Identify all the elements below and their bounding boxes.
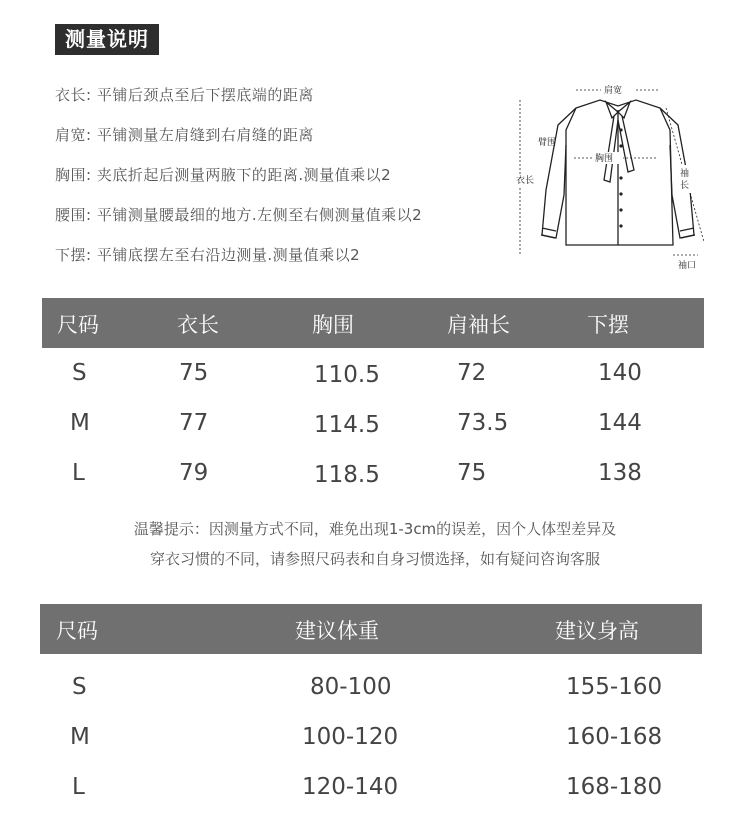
cell-hem: 138	[598, 460, 642, 486]
cell-shoulder-sleeve: 75	[457, 460, 487, 486]
note-waist: 腰围: 平铺测量腰最细的地方.左侧至右侧测量值乘以2	[55, 206, 423, 224]
cell-size: L	[72, 774, 85, 800]
cell-height: 168-180	[566, 774, 663, 800]
cell-length: 75	[179, 360, 209, 386]
note-length: 衣长: 平铺后颈点至后下摆底端的距离	[55, 86, 314, 104]
tip-line-1: 温馨提示：因测量方式不同，难免出现1-3cm的误差，因个人体型差异及	[133, 520, 617, 538]
note-chest: 胸围: 夹底折起后测量两腋下的距离.测量值乘以2	[55, 166, 392, 184]
table-row	[40, 662, 702, 712]
cell-height: 160-168	[566, 724, 663, 750]
tip-note	[0, 514, 750, 574]
cell-weight: 100-120	[302, 724, 399, 750]
header-chest: 胸围	[312, 313, 354, 337]
cell-hem: 144	[598, 410, 642, 436]
section-title: 测量说明	[55, 24, 159, 55]
note-hem: 下摆: 平铺底摆左至右沿边测量.测量值乘以2	[55, 246, 361, 264]
header-height: 建议身高	[555, 619, 639, 643]
diagram-label-chest: 胸围	[595, 154, 614, 164]
cell-shoulder-sleeve: 73.5	[457, 410, 509, 436]
diagram-label-length: 衣长	[516, 176, 535, 186]
cell-size: M	[70, 410, 90, 436]
recommendation-table	[40, 604, 702, 812]
cell-shoulder-sleeve: 72	[457, 360, 487, 386]
diagram-label-sleeve-char: 袖	[680, 169, 690, 179]
size-table-header	[42, 298, 704, 348]
diagram-label-sleeve-char: 长	[680, 181, 690, 191]
cell-chest: 118.5	[314, 462, 380, 488]
header-hem: 下摆	[587, 313, 629, 337]
diagram-label-cuff: 袖口	[678, 261, 697, 271]
measurement-notes	[55, 82, 422, 282]
note-shoulder: 肩宽: 平铺测量左肩缝到右肩缝的距离	[55, 126, 314, 144]
cell-height: 155-160	[566, 674, 663, 700]
size-table	[42, 298, 704, 498]
table-row	[42, 398, 704, 448]
table-row	[40, 712, 702, 762]
header-size: 尺码	[57, 313, 99, 337]
cell-weight: 80-100	[310, 674, 392, 700]
header-length: 衣长	[177, 313, 219, 337]
diagram-label-shoulder: 肩宽	[604, 86, 623, 96]
cell-length: 77	[179, 410, 209, 436]
cell-length: 79	[179, 460, 209, 486]
cell-size: S	[72, 360, 87, 386]
table-row	[42, 348, 704, 398]
cell-hem: 140	[598, 360, 642, 386]
table-row	[42, 448, 704, 498]
cell-weight: 120-140	[302, 774, 399, 800]
cell-size: L	[72, 460, 85, 486]
tip-line-2: 穿衣习惯的不同，请参照尺码表和自身习惯选择，如有疑问咨询客服	[149, 550, 600, 568]
cell-size: S	[72, 674, 87, 700]
header-size: 尺码	[56, 619, 98, 643]
header-shoulder-sleeve: 肩袖长	[447, 313, 510, 337]
table-row	[40, 762, 702, 812]
header-weight: 建议体重	[295, 619, 379, 643]
cell-chest: 110.5	[314, 362, 380, 388]
cell-size: M	[70, 724, 90, 750]
blouse-illustration	[508, 70, 728, 280]
recommendation-table-header	[40, 604, 702, 654]
garment-diagram	[508, 70, 728, 280]
cell-chest: 114.5	[314, 412, 380, 438]
diagram-label-arm: 臂围	[538, 138, 557, 148]
